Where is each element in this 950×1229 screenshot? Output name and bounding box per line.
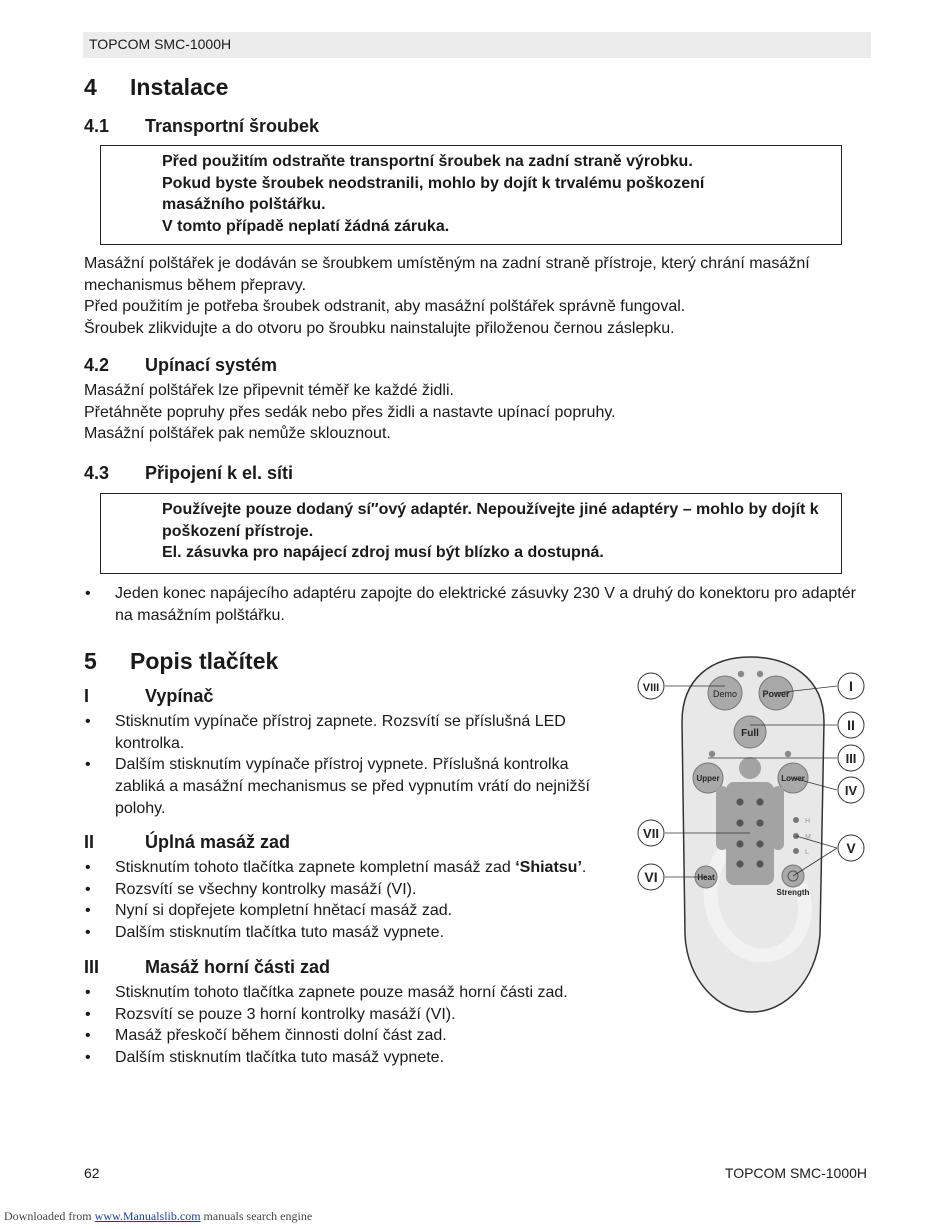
led-indicator: [785, 751, 791, 757]
upper-massage-list: [84, 982, 644, 1069]
subsection-title: Připojení k el. síti: [145, 463, 294, 483]
level-label-low: L: [805, 849, 809, 856]
list-item: • Jeden konec napájecího adaptéru zapojte do elektrické zásuvky 230 V a druhý do konektoru pro adaptér na masážním polštářku.: [84, 583, 874, 626]
section-number: 5: [84, 648, 97, 674]
subsection-number: 4.1: [84, 116, 110, 136]
section-number: 4: [84, 74, 97, 100]
subsection-title: Úplná masáž zad: [145, 832, 291, 852]
callout-label: VII: [643, 826, 659, 841]
subsection-I-heading: [84, 686, 213, 707]
power-label: Power: [762, 689, 790, 699]
power-instructions-list: [84, 583, 874, 626]
upper-label: Upper: [696, 774, 720, 783]
level-led-low: [793, 848, 799, 854]
list-item: • Dalším stisknutím vypínače přístroj vypnete. Příslušná kontrolka zabliká a masážní mechanismus se před vypnutím vrátí do nejnižší polohy.: [84, 754, 614, 819]
list-item: [84, 857, 644, 879]
paragraph-mounting: [84, 380, 874, 445]
led-indicator: [757, 671, 763, 677]
subsection-4-3-heading: [84, 463, 293, 484]
heat-label: Heat: [697, 873, 715, 882]
warning-line: Používejte pouze dodaný sí″ový adaptér. Nepoužívejte jiné adaptéry – mohlo by dojít k poškození přístroje.: [162, 501, 819, 540]
level-led-high: [793, 817, 799, 823]
subsection-4-2-heading: [84, 355, 277, 376]
section-5-heading: [84, 648, 278, 675]
section-title: Popis tlačítek: [130, 648, 279, 674]
subsection-number: 4.3: [84, 463, 110, 483]
list-item: • Dalším stisknutím tlačítka tuto masáž vypnete.: [84, 1047, 644, 1069]
page-header: [83, 32, 871, 58]
text-line: Před použitím je potřeba šroubek odstranit, aby masážní polštářek správně fungoval.: [84, 298, 686, 316]
strength-label: Strength: [776, 888, 810, 897]
power-button-list: [84, 711, 614, 820]
list-item: • Rozsvítí se pouze 3 horní kontrolky masáží (VI).: [84, 1004, 644, 1026]
list-item: • Rozsvítí se všechny kontrolky masáží (VI).: [84, 879, 644, 901]
subsection-4-1-heading: [84, 116, 319, 137]
level-label-medium: M: [805, 834, 811, 841]
callout-label: II: [847, 717, 855, 733]
list-item: • Masáž přeskočí během činnosti dolní část zad.: [84, 1025, 644, 1047]
download-prefix: Downloaded from: [4, 1209, 95, 1223]
subsection-title: Upínací systém: [145, 355, 278, 375]
list-item: • Stisknutím vypínače přístroj zapnete. Rozsvítí se příslušná LED kontrolka.: [84, 711, 614, 754]
led-indicator: [709, 751, 715, 757]
remote-control-illustration: [630, 650, 880, 1020]
lower-label: Lower: [781, 774, 805, 783]
download-suffix: manuals search engine: [200, 1209, 313, 1223]
full-label: Full: [741, 728, 759, 739]
download-notice: [4, 1209, 312, 1224]
warning-box-transport-screw: [100, 145, 842, 245]
text-line: Masážní polštářek pak nemůže sklouznout.: [84, 425, 391, 443]
subsection-II-heading: [84, 832, 290, 853]
section-title: Instalace: [130, 74, 229, 100]
subsection-title: Masáž horní části zad: [145, 957, 331, 977]
text-line: Šroubek zlikvidujte a do otvoru po šroubku nainstalujte přiloženou černou záslepku.: [84, 320, 675, 338]
subsection-number: III: [84, 957, 100, 977]
subsection-number: II: [84, 832, 95, 852]
text-line: Masážní polštářek je dodáván se šroubkem umístěným na zadní straně přístroje, který chrání masážní mechanismus během přepravy.: [84, 255, 810, 294]
warning-line: V tomto případě neplatí žádná záruka.: [162, 218, 450, 236]
led-indicator: [738, 671, 744, 677]
level-label-high: H: [805, 818, 811, 825]
text-line: Přetáhněte popruhy přes sedák nebo přes židli a nastavte upínací popruhy.: [84, 403, 616, 421]
warning-box-power: [100, 493, 842, 574]
warning-line: El. zásuvka pro napájecí zdroj musí být blízko a dostupná.: [162, 544, 604, 562]
warning-line: Pokud byste šroubek neodstranili, mohlo by dojít k trvalému poškození masážního polštářku.: [162, 174, 705, 214]
callout-label: IV: [844, 783, 858, 798]
subsection-title: Transportní šroubek: [145, 116, 320, 136]
warning-line: Před použitím odstraňte transportní šroubek na zadní straně výrobku.: [162, 153, 693, 170]
callout-label: V: [846, 840, 856, 856]
subsection-title: Vypínač: [145, 686, 214, 706]
list-item: • Stisknutím tohoto tlačítka zapnete pouze masáž horní části zad.: [84, 982, 644, 1004]
subsection-number: 4.2: [84, 355, 110, 375]
paragraph-transport-screw: [84, 253, 874, 340]
text-part: Stisknutím tohoto tlačítka zapnete kompletní masáž zad: [115, 859, 516, 876]
subsection-number: I: [84, 686, 90, 706]
callout-label: VI: [644, 869, 658, 885]
callout-label: I: [849, 678, 853, 694]
full-massage-list: [84, 857, 644, 944]
header-title: TOPCOM SMC-1000H: [89, 36, 232, 52]
subsection-III-heading: [84, 957, 330, 978]
callout-label: VIII: [642, 682, 660, 694]
text-part: .: [581, 859, 587, 876]
page-number: 62: [84, 1165, 100, 1181]
callout-label: III: [845, 751, 857, 766]
manualslib-link[interactable]: www.Manualslib.com: [94, 1209, 201, 1223]
text-line: Masážní polštářek lze připevnit téměř ke každé židli.: [84, 382, 454, 399]
section-4-heading: [84, 74, 228, 101]
list-item: • Dalším stisknutím tlačítka tuto masáž vypnete.: [84, 922, 644, 944]
demo-label: Demo: [712, 689, 738, 699]
shiatsu-label: ‘Shiatsu’: [515, 859, 582, 876]
footer-title: TOPCOM SMC-1000H: [724, 1165, 867, 1181]
list-item: • Nyní si dopřejete kompletní hnětací masáž zad.: [84, 900, 644, 922]
